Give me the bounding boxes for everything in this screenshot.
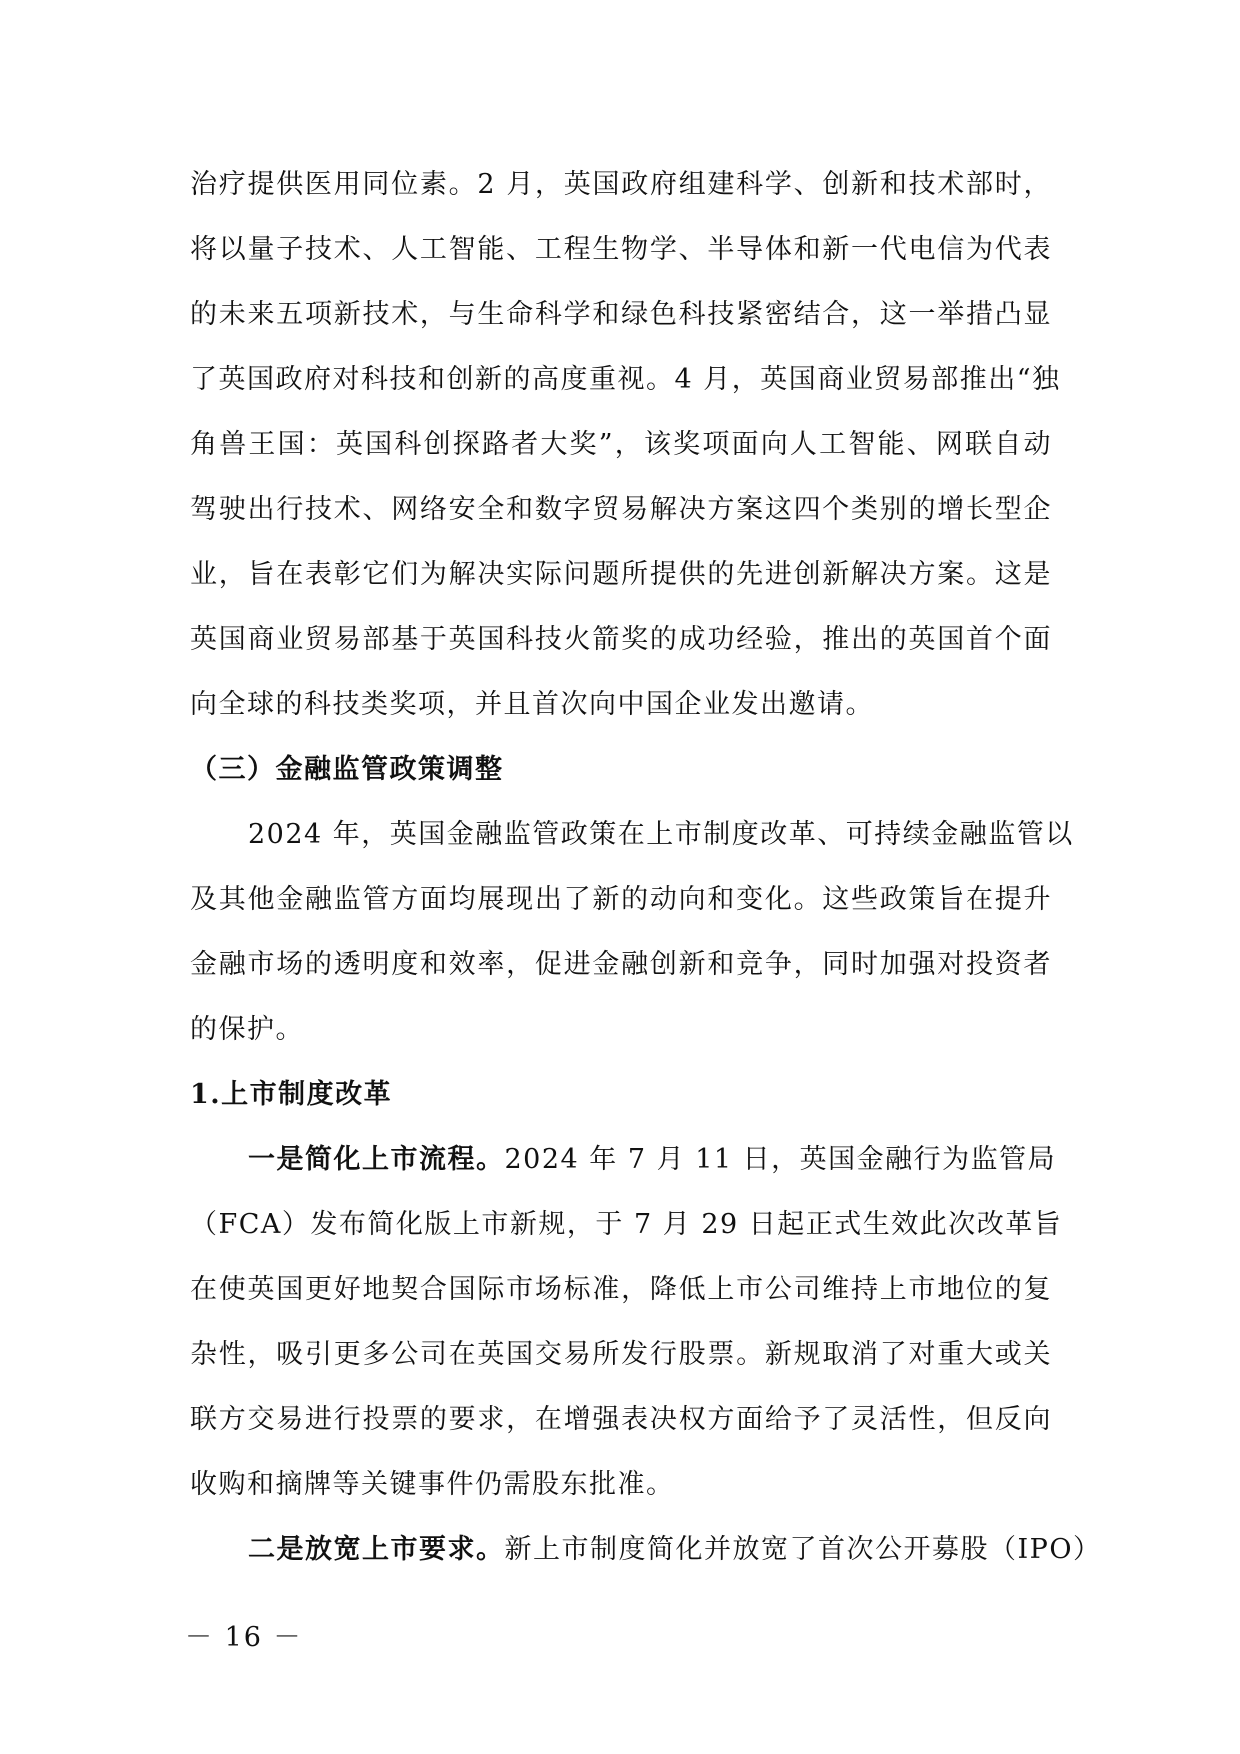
paragraph-line: 的保护。 — [190, 1014, 304, 1045]
body-text — [190, 152, 1102, 1582]
subsection-heading: 1.上市制度改革 — [190, 1079, 393, 1110]
paragraph-line: 在使英国更好地契合国际市场标准，降低上市公司维持上市地位的复 — [190, 1274, 1052, 1305]
paragraph-text: 2024 年 7 月 11 日，英国金融行为监管局 — [504, 1144, 1057, 1175]
paragraph-line: （FCA）发布简化版上市新规，于 7 月 29 日起正式生效此次改革旨 — [190, 1209, 1063, 1240]
paragraph-line — [190, 1127, 1057, 1192]
paragraph-line: 金融市场的透明度和效率，促进金融创新和竞争，同时加强对投资者 — [190, 949, 1052, 980]
paragraph-line: 2024 年，英国金融监管政策在上市制度改革、可持续金融监管以 — [248, 819, 1074, 850]
paragraph-line: 英国商业贸易部基于英国科技火箭奖的成功经验，推出的英国首个面 — [190, 624, 1052, 655]
paragraph-line: 联方交易进行投票的要求，在增强表决权方面给予了灵活性，但反向 — [190, 1404, 1052, 1435]
paragraph-line: 角兽王国：英国科创探路者大奖”，该奖项面向人工智能、网联自动 — [190, 429, 1052, 460]
paragraph-line: 及其他金融监管方面均展现出了新的动向和变化。这些政策旨在提升 — [190, 884, 1052, 915]
paragraph-text: 新上市制度简化并放宽了首次公开募股（IPO） — [504, 1534, 1102, 1565]
page-number: － 16 － — [185, 1622, 303, 1653]
lead-phrase: 一是简化上市流程。 — [248, 1144, 505, 1175]
paragraph-line: 了英国政府对科技和创新的高度重视。4 月，英国商业贸易部推出“独 — [190, 364, 1061, 395]
paragraph-line: 收购和摘牌等关键事件仍需股东批准。 — [190, 1469, 675, 1500]
paragraph-line: 将以量子技术、人工智能、工程生物学、半导体和新一代电信为代表 — [190, 234, 1052, 265]
paragraph-line: 治疗提供医用同位素。2 月，英国政府组建科学、创新和技术部时， — [190, 169, 1052, 200]
paragraph-line — [190, 1517, 1102, 1582]
paragraph-line: 业，旨在表彰它们为解决实际问题所提供的先进创新解决方案。这是 — [190, 559, 1052, 590]
paragraph-line: 驾驶出行技术、网络安全和数字贸易解决方案这四个类别的增长型企 — [190, 494, 1052, 525]
lead-phrase: 二是放宽上市要求。 — [248, 1534, 505, 1565]
paragraph-line: 向全球的科技类奖项，并且首次向中国企业发出邀请。 — [190, 689, 874, 720]
section-heading: （三）金融监管政策调整 — [190, 754, 504, 785]
paragraph-line: 杂性，吸引更多公司在英国交易所发行股票。新规取消了对重大或关 — [190, 1339, 1052, 1370]
paragraph-line: 的未来五项新技术，与生命科学和绿色科技紧密结合，这一举措凸显 — [190, 299, 1052, 330]
